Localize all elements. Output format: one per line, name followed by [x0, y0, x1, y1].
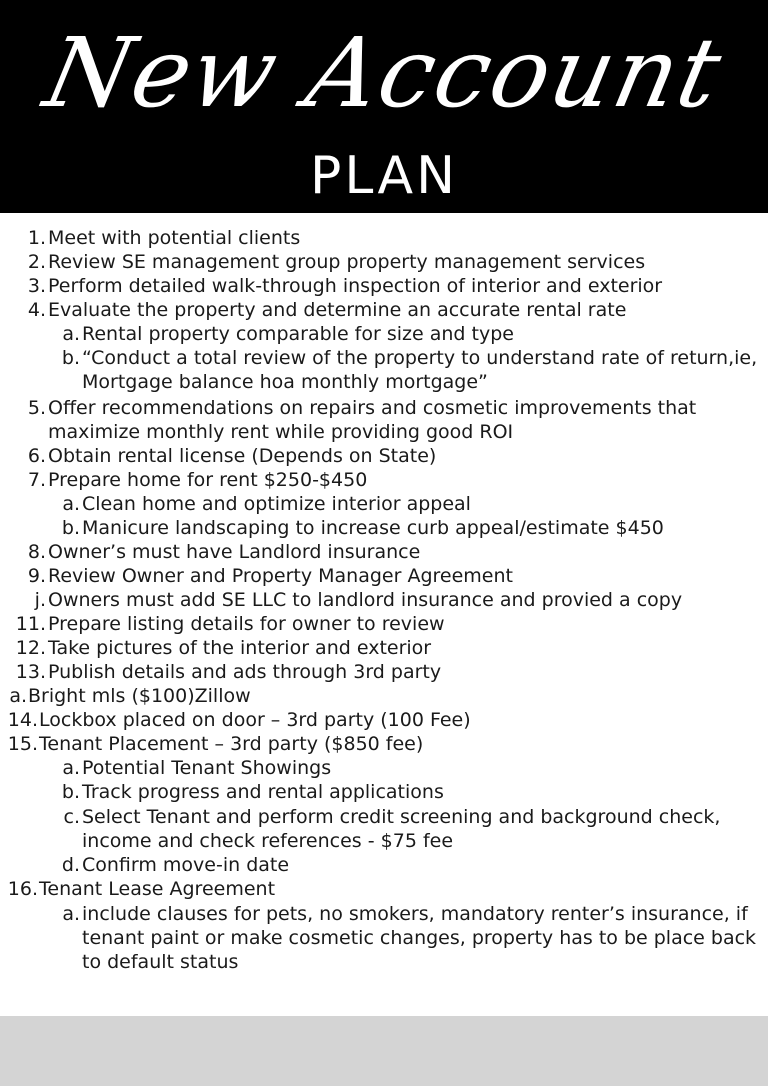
- list-marker: a.: [62, 493, 80, 515]
- list-item: [0, 250, 768, 274]
- list-marker: 5.: [27, 397, 46, 419]
- list-item: [0, 540, 768, 564]
- list-item: [0, 444, 768, 468]
- list-subitem: [0, 853, 768, 877]
- list-text: Take pictures of the interior and exterior: [48, 637, 432, 659]
- list-item: [0, 564, 768, 588]
- list-continuation: [0, 829, 768, 853]
- list-subitem: [0, 780, 768, 804]
- list-text: Offer recommendations on repairs and cosmetic improvements that: [48, 397, 697, 419]
- list-continuation: [0, 950, 768, 974]
- list-item: [0, 298, 768, 322]
- list-marker: 12.: [15, 637, 46, 659]
- list-text: Bright mls ($100)Zillow: [28, 685, 251, 707]
- list-text: Clean home and optimize interior appeal: [82, 493, 471, 515]
- list-marker: c.: [63, 806, 80, 828]
- list-marker: 13.: [15, 661, 46, 683]
- list-text: include clauses for pets, no smokers, mandatory renter’s insurance, if: [82, 903, 748, 925]
- list-item: [0, 468, 768, 492]
- list-marker: 3.: [27, 275, 46, 297]
- list-text: Owners must add SE LLC to landlord insurance and provied a copy: [48, 589, 683, 611]
- list-item: [0, 684, 768, 708]
- list-item: [0, 708, 768, 732]
- list-marker: a.: [9, 685, 27, 707]
- list-marker: 9.: [27, 565, 46, 587]
- list-marker: a.: [62, 903, 80, 925]
- list-item: [0, 274, 768, 298]
- list-text: Owner’s must have Landlord insurance: [48, 541, 421, 563]
- list-text: tenant paint or make cosmetic changes, property has to be place back: [82, 927, 757, 949]
- list-item: [0, 660, 768, 684]
- list-text: Prepare home for rent $250-$450: [48, 469, 368, 491]
- list-text: Track progress and rental applications: [82, 781, 444, 803]
- list-marker: a.: [62, 323, 80, 345]
- list-text: Prepare listing details for owner to review: [48, 613, 445, 635]
- list-item: [0, 732, 768, 756]
- list-text: to default status: [82, 951, 239, 973]
- list-item: [0, 636, 768, 660]
- list-text: Meet with potential clients: [48, 227, 301, 249]
- list-marker: 8.: [27, 541, 46, 563]
- list-text: Evaluate the property and determine an accurate rental rate: [48, 299, 627, 321]
- list-marker: a.: [62, 757, 80, 779]
- list-marker: 6.: [27, 445, 46, 467]
- list-subitem: [0, 516, 768, 540]
- list-subitem: [0, 805, 768, 829]
- list-item: [0, 588, 768, 612]
- list-text: Potential Tenant Showings: [82, 757, 332, 779]
- list-subitem: [0, 492, 768, 516]
- list-continuation: [0, 420, 768, 444]
- list-marker: 4.: [27, 299, 46, 321]
- list-marker: b.: [61, 781, 80, 803]
- list-text: maximize monthly rent while providing good ROI: [48, 421, 514, 443]
- list-text: Select Tenant and perform credit screening and background check,: [82, 806, 721, 828]
- list-text: Rental property comparable for size and type: [82, 323, 514, 345]
- list-text: Publish details and ads through 3rd party: [48, 661, 442, 683]
- list-subitem: [0, 756, 768, 780]
- list-continuation: [0, 926, 768, 950]
- list-text: “Conduct a total review of the property to understand rate of return,ie,: [82, 347, 758, 369]
- list-text: Obtain rental license (Depends on State): [48, 445, 437, 467]
- list-text: Review Owner and Property Manager Agreement: [48, 565, 513, 587]
- list-item: [0, 226, 768, 250]
- list-marker: 14.: [7, 709, 38, 731]
- plan-title: PLAN: [310, 146, 458, 206]
- list-text: Mortgage balance hoa monthly mortgage”: [82, 371, 488, 393]
- list-item: [0, 612, 768, 636]
- list-marker: j.: [34, 589, 46, 611]
- list-marker: 16.: [7, 878, 38, 900]
- list-marker: 15.: [7, 733, 38, 755]
- list-marker: b.: [61, 347, 80, 369]
- list-continuation: [0, 370, 768, 394]
- header-banner: [0, 0, 768, 213]
- list-text: Review SE management group property management services: [48, 251, 646, 273]
- list-text: Confirm move-in date: [82, 854, 290, 876]
- list-marker: 2.: [27, 251, 46, 273]
- list-item: [0, 396, 768, 420]
- list-text: Manicure landscaping to increase curb appeal/estimate $450: [82, 517, 664, 539]
- list-text: income and check references - $75 fee: [82, 830, 454, 852]
- list-marker: 11.: [15, 613, 46, 635]
- list-subitem: [0, 902, 768, 926]
- list-marker: 1.: [27, 227, 46, 249]
- list-marker: 7.: [27, 469, 46, 491]
- footer-band: [0, 1016, 768, 1086]
- list-text: Lockbox placed on door – 3rd party (100 Fee): [39, 709, 471, 731]
- list-text: Tenant Placement – 3rd party ($850 fee): [39, 733, 424, 755]
- list-item: [0, 877, 768, 901]
- list-text: Perform detailed walk-through inspection of interior and exterior: [48, 275, 663, 297]
- list-marker: d.: [61, 854, 80, 876]
- list-marker: b.: [61, 517, 80, 539]
- list-subitem: [0, 346, 768, 370]
- list-text: Tenant Lease Agreement: [39, 878, 276, 900]
- list-subitem: [0, 322, 768, 346]
- script-title: New Account: [35, 17, 733, 129]
